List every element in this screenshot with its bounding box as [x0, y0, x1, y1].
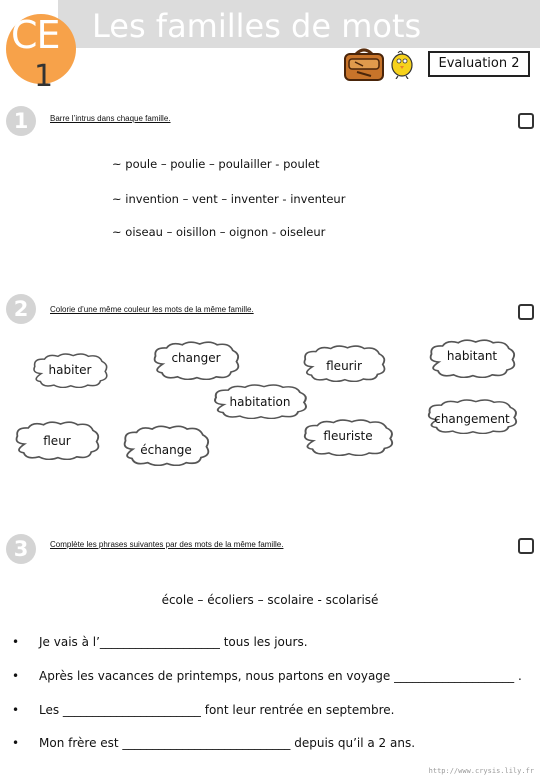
word-family-line[interactable]: ~ invention – vent – inventer - inventeur	[112, 192, 346, 206]
schoolbag-icon	[343, 46, 385, 82]
level-number: 1	[34, 59, 54, 94]
word-cloud-changer[interactable]	[150, 340, 242, 380]
bullet: •	[12, 669, 20, 683]
word-echange: échange	[140, 443, 192, 458]
instruction: Barre l’intrus dans chaque famille.	[50, 114, 171, 123]
word-cloud-fleuriste[interactable]	[300, 418, 396, 456]
level-label: CE	[11, 13, 60, 57]
sentence-item[interactable]	[12, 669, 522, 683]
bullet: •	[12, 635, 20, 649]
word-cloud-habitant[interactable]	[426, 338, 518, 378]
word-cloud-habiter[interactable]	[30, 352, 110, 388]
section-number: 2	[6, 294, 36, 324]
word-family-line[interactable]: ~ oiseau – oisillon – oignon - oiseleur	[112, 225, 326, 239]
word-fleur: fleur	[43, 433, 71, 448]
sentence-text: Je vais à l’____________________ tous les jours.	[39, 635, 308, 649]
word-habitant: habitant	[446, 349, 498, 363]
bullet: •	[12, 703, 20, 717]
word-cloud-fleur[interactable]	[12, 420, 102, 460]
word-list: école – écoliers – scolaire - scolarisé	[161, 593, 379, 607]
checkbox[interactable]	[518, 304, 534, 320]
instruction: Complète les phrases suivantes par des mots de la même famille.	[50, 540, 284, 549]
chick-icon	[389, 47, 415, 79]
word-fleuriste: fleuriste	[323, 429, 373, 444]
checkbox[interactable]	[518, 538, 534, 554]
footer-url: http://www.crysis.lily.fr	[428, 767, 534, 775]
word-cloud-changement[interactable]	[424, 398, 520, 434]
word-fleurir: fleurir	[326, 359, 362, 374]
word-habiter: habiter	[48, 363, 92, 377]
word-cloud-echange[interactable]	[120, 424, 212, 466]
sentence-text: Les _______________________ font leur rentrée en septembre.	[39, 703, 395, 717]
page-title: Les familles de mots	[92, 7, 422, 45]
word-cloud-fleurir[interactable]	[300, 344, 388, 382]
word-changer: changer	[171, 351, 221, 365]
checkbox[interactable]	[518, 113, 534, 129]
word-family-line[interactable]: ~ poule – poulie – poulailler - poulet	[112, 157, 320, 171]
sentence-text: Mon frère est ____________________________ depuis qu’il a 2 ans.	[39, 736, 416, 750]
sentence-item[interactable]	[12, 703, 394, 717]
word-changement: changement	[434, 411, 510, 426]
bullet: •	[12, 736, 20, 750]
section-number: 1	[6, 106, 36, 136]
word-habitation: habitation	[229, 394, 291, 409]
sentence-item[interactable]	[12, 736, 415, 750]
sentence-text: Après les vacances de printemps, nous partons en voyage ____________________ .	[39, 669, 522, 683]
word-cloud-habitation[interactable]	[210, 383, 310, 419]
section-number: 3	[6, 534, 36, 564]
evaluation-label: Evaluation 2	[428, 51, 530, 77]
instruction: Colorie d’une même couleur les mots de la même famille.	[50, 305, 254, 314]
sentence-item[interactable]	[12, 635, 308, 649]
